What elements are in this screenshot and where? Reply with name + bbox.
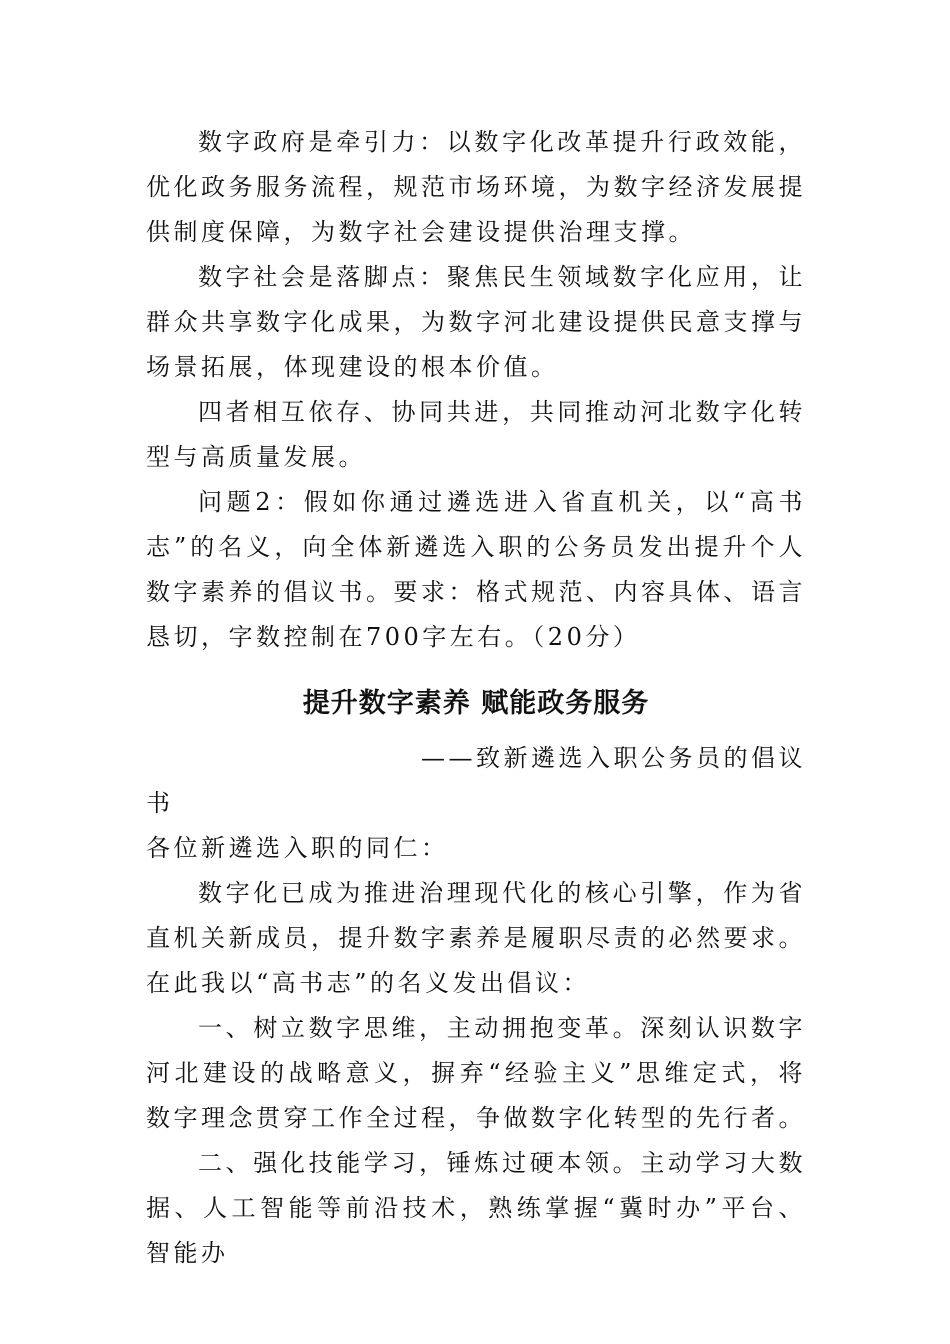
paragraph-digital-society: 数字社会是落脚点：聚焦民生领域数字化应用，让群众共享数字化成果，为数字河北建设提供民意支撑与场景拓展，体现建设的根本价值。 — [146, 263, 806, 381]
proposal-subtitle-tail: 书 — [146, 789, 174, 817]
proposal-point-2: 二、强化技能学习，锤炼过硬本领。主动学习大数据、人工智能等前沿技术，熟练掌握“冀时办”平台、智能办 — [146, 1149, 806, 1267]
document-content — [146, 120, 806, 1276]
proposal-intro: 数字化已成为推进治理现代化的核心引擎，作为省直机关新成员，提升数字素养是履职尽责的必然要求。在此我以“高书志”的名义发出倡议： — [146, 879, 806, 997]
question-2: 问题2：假如你通过遴选进入省直机关，以“高书志”的名义，向全体新遴选入职的公务员发出提升个人数字素养的倡议书。要求：格式规范、内容具体、语言恳切，字数控制在700字左右。（20分） — [146, 488, 806, 651]
proposal-subtitle: ——致新遴选入职公务员的倡议 — [421, 744, 806, 772]
paragraph-digital-government: 数字政府是牵引力：以数字化改革提升行政效能，优化政务服务流程，规范市场环境，为数字经济发展提供制度保障，为数字社会建设提供治理支撑。 — [146, 128, 806, 246]
proposal-salutation: 各位新遴选入职的同仁： — [146, 834, 449, 862]
proposal-point-1: 一、树立数字思维，主动拥抱变革。深刻认识数字河北建设的战略意义，摒弃“经验主义”思维定式，将数字理念贯穿工作全过程，争做数字化转型的先行者。 — [146, 1014, 806, 1132]
proposal-title: 提升数字素养 赋能政务服务 — [302, 688, 650, 719]
paragraph-interdependence: 四者相互依存、协同共进，共同推动河北数字化转型与高质量发展。 — [146, 398, 806, 471]
